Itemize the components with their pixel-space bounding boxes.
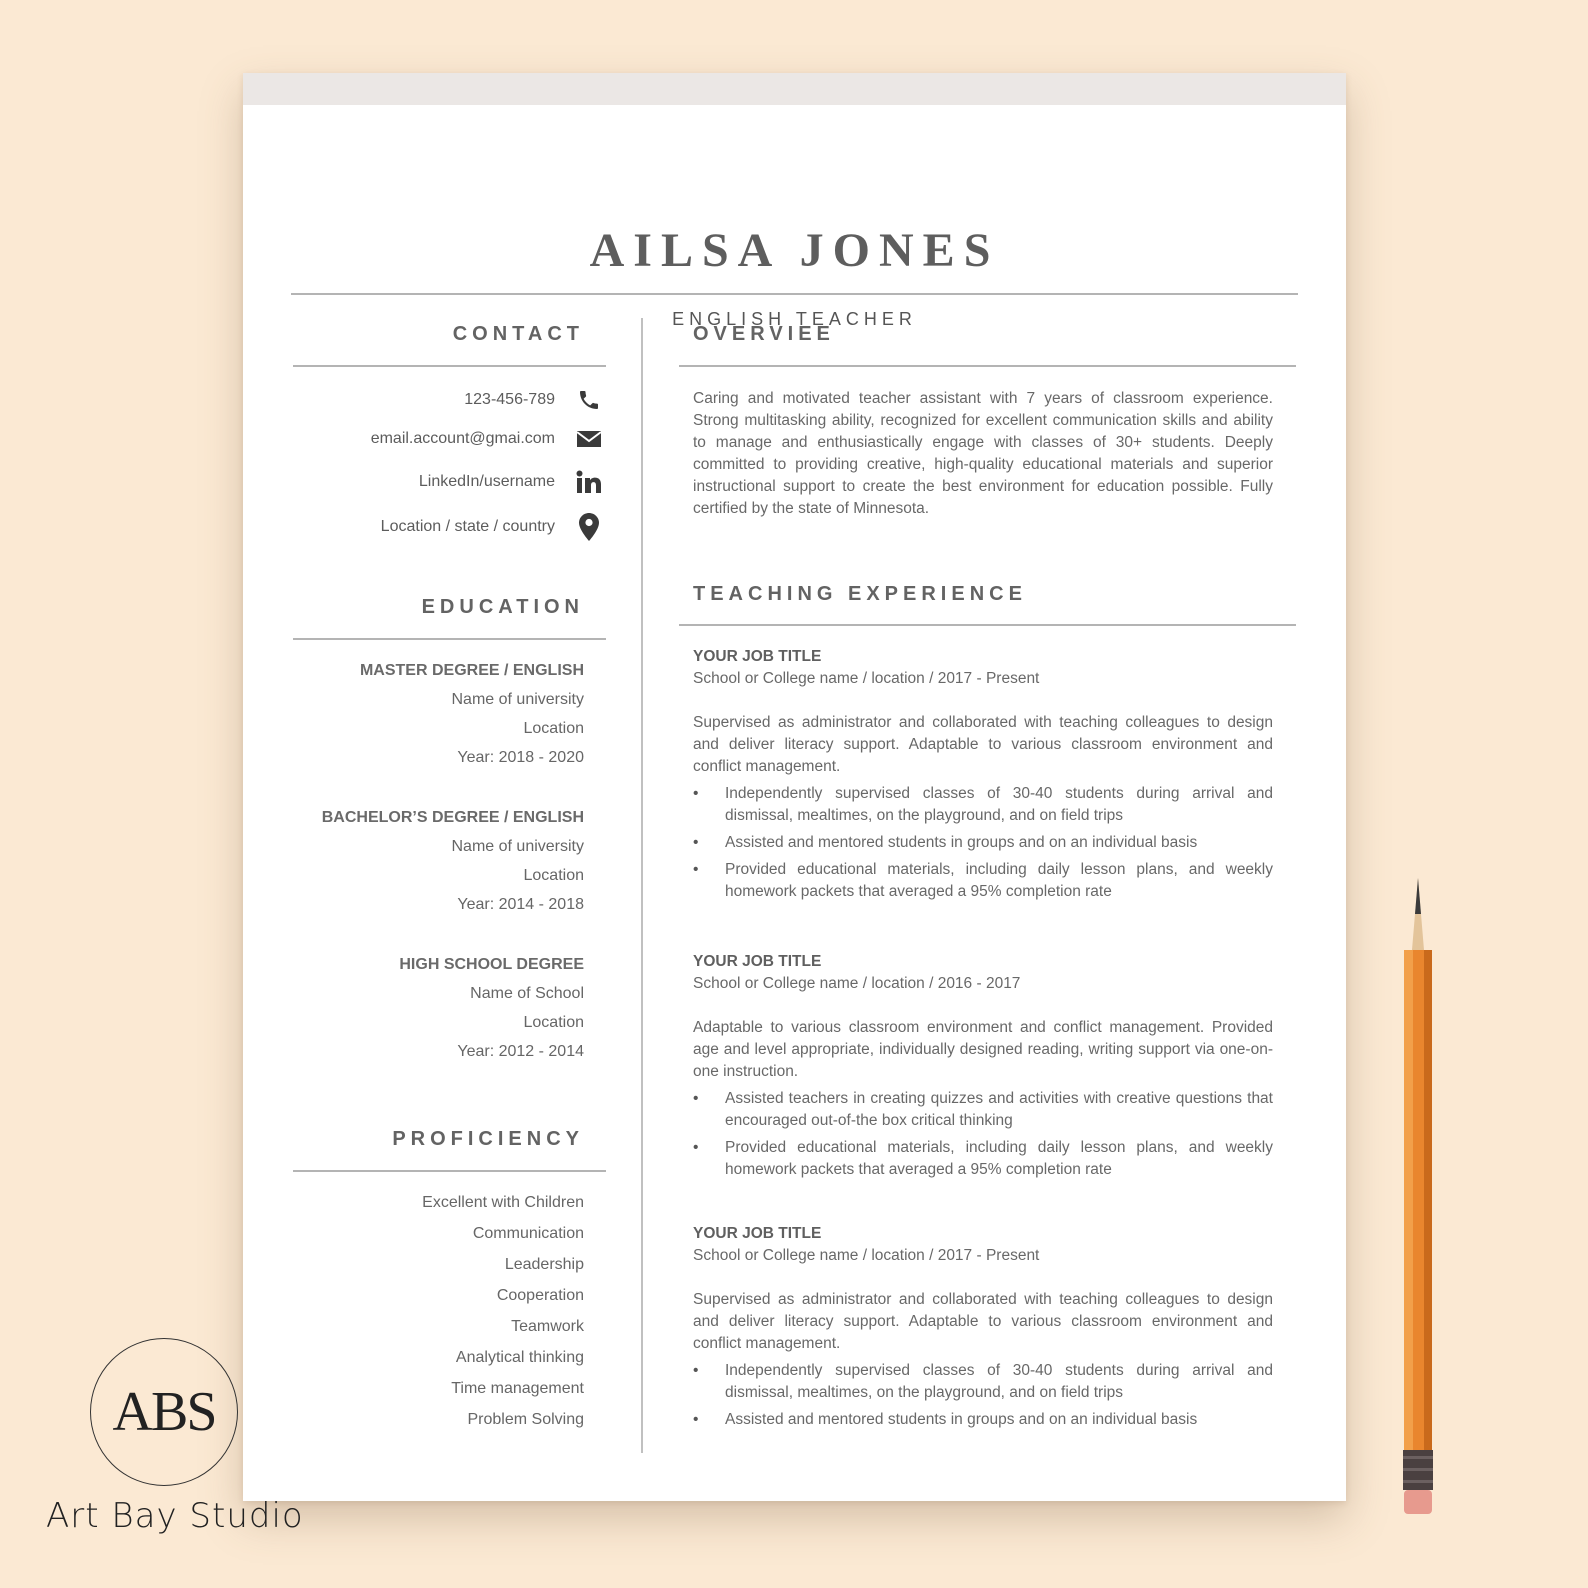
job-bullets: [693, 1088, 1273, 1181]
resume-name: AILSA JONES: [589, 224, 1000, 277]
education-location: Location: [523, 867, 584, 884]
proficiency-item: Analytical thinking: [455, 1349, 584, 1366]
header-divider: [291, 293, 1298, 295]
job-bullet: • Assisted and mentored students in groups and on an individual basis: [693, 832, 1273, 854]
location-pin-icon: [575, 513, 603, 541]
education-years: Year: 2012 - 2014: [457, 1043, 584, 1060]
job-summary: Supervised as administrator and collaborated with teaching colleagues to design and deliver literacy support. Adaptable to various classroom environment and conflict management.: [693, 714, 1273, 775]
job-bullet: • Provided educational materials, including daily lesson plans, and weekly homework packets that averaged a 95% completion rate: [693, 1137, 1273, 1181]
experience-divider: [679, 624, 1296, 626]
education-location: Location: [523, 1014, 584, 1031]
education-location: Location: [523, 720, 584, 737]
proficiency-heading: PROFICIENCY: [392, 1128, 584, 1150]
job-summary: Supervised as administrator and collaborated with teaching colleagues to design and deliver literacy support. Adaptable to various classroom environment and conflict management.: [693, 1291, 1273, 1352]
education-degree: MASTER DEGREE / ENGLISH: [359, 662, 584, 679]
job-bullet: • Independently supervised classes of 30-40 students during arrival and dismissal, mealtimes, on the playground, and on field trips: [693, 783, 1273, 827]
contact-phone-row: [243, 383, 603, 417]
proficiency-item: Cooperation: [496, 1287, 584, 1304]
studio-logo: ABS: [90, 1338, 238, 1486]
contact-email-row: [243, 422, 603, 456]
education-school: Name of School: [470, 985, 584, 1002]
contact-divider: [293, 365, 606, 367]
education-divider: [293, 638, 606, 640]
education-item: [284, 803, 584, 919]
proficiency-item: Teamwork: [511, 1318, 584, 1335]
education-item: [284, 656, 584, 772]
contact-linkedin-row: [243, 465, 603, 499]
contact-heading: CONTACT: [452, 323, 584, 345]
contact-location-row: [243, 510, 603, 544]
proficiency-item: Leadership: [504, 1256, 584, 1273]
education-school: Name of university: [451, 838, 584, 855]
education-years: Year: 2014 - 2018: [457, 896, 584, 913]
job-bullet: • Assisted teachers in creating quizzes and activities with creative questions that encouraged out-of-the box critical thinking: [693, 1088, 1273, 1132]
overview-heading: OVERVIEE: [693, 323, 835, 345]
resume-job-title: ENGLISH TEACHER: [672, 309, 917, 329]
proficiency-divider: [293, 1170, 606, 1172]
column-divider: [641, 318, 643, 1453]
experience-heading: TEACHING EXPERIENCE: [693, 583, 1027, 605]
education-years: Year: 2018 - 2020: [457, 749, 584, 766]
job-bullet: • Independently supervised classes of 30-40 students during arrival and dismissal, mealtimes, on the playground, and on field trips: [693, 1360, 1273, 1404]
proficiency-list: [284, 1187, 584, 1435]
contact-phone[interactable]: 123-456-789: [464, 391, 555, 408]
education-degree: HIGH SCHOOL DEGREE: [399, 956, 584, 973]
job-bullet: • Provided educational materials, including daily lesson plans, and weekly homework packets that averaged a 95% completion rate: [693, 859, 1273, 903]
job-bullet: • Assisted and mentored students in groups and on an individual basis: [693, 1409, 1273, 1431]
job-title: YOUR JOB TITLE: [693, 648, 822, 665]
job-entry: [693, 951, 1273, 1186]
contact-email[interactable]: email.account@gmai.com: [370, 430, 555, 447]
proficiency-item: Excellent with Children: [422, 1194, 584, 1211]
top-band: [243, 73, 1346, 105]
job-entry: [693, 1223, 1273, 1436]
overview-section: [693, 388, 1273, 520]
proficiency-item: Time management: [451, 1380, 584, 1397]
job-meta: School or College name / location / 2017 - Present: [693, 1247, 1040, 1264]
resume-page: [243, 73, 1346, 1501]
contact-location: Location / state / country: [380, 518, 555, 535]
pencil-image: [1398, 878, 1438, 1518]
job-meta: School or College name / location / 2017 - Present: [693, 670, 1040, 687]
proficiency-item: Communication: [472, 1225, 584, 1242]
job-meta: School or College name / location / 2016 - 2017: [693, 975, 1021, 992]
education-degree: BACHELOR’S DEGREE / ENGLISH: [321, 809, 584, 826]
job-bullets: [693, 783, 1273, 903]
mail-icon: [575, 425, 603, 453]
contact-linkedin[interactable]: LinkedIn/username: [418, 473, 555, 490]
job-summary: Adaptable to various classroom environment and conflict management. Provided age and level appropriate, individually designed reading, writing support via one-on-one instruction.: [693, 1019, 1273, 1080]
studio-name: Art Bay Studio: [46, 1496, 304, 1536]
education-heading: EDUCATION: [421, 596, 584, 618]
proficiency-item: Problem Solving: [467, 1411, 584, 1428]
linkedin-icon: [575, 468, 603, 496]
job-entry: [693, 646, 1273, 908]
overview-text: Caring and motivated teacher assistant with 7 years of classroom experience. Strong multitasking ability, recognized for excellent communication skills and ability to manage and enthusiastically engage with classes of 30+ students. Deeply committed to providing creative, high-quality educational materials and superior instructional support to create the best environment for education possible. Fully certified by the state of Minnesota.: [693, 390, 1273, 517]
phone-icon: [575, 386, 603, 414]
education-school: Name of university: [451, 691, 584, 708]
overview-divider: [679, 365, 1296, 367]
job-bullets: [693, 1360, 1273, 1431]
job-title: YOUR JOB TITLE: [693, 1225, 822, 1242]
education-item: [284, 950, 584, 1066]
job-title: YOUR JOB TITLE: [693, 953, 822, 970]
